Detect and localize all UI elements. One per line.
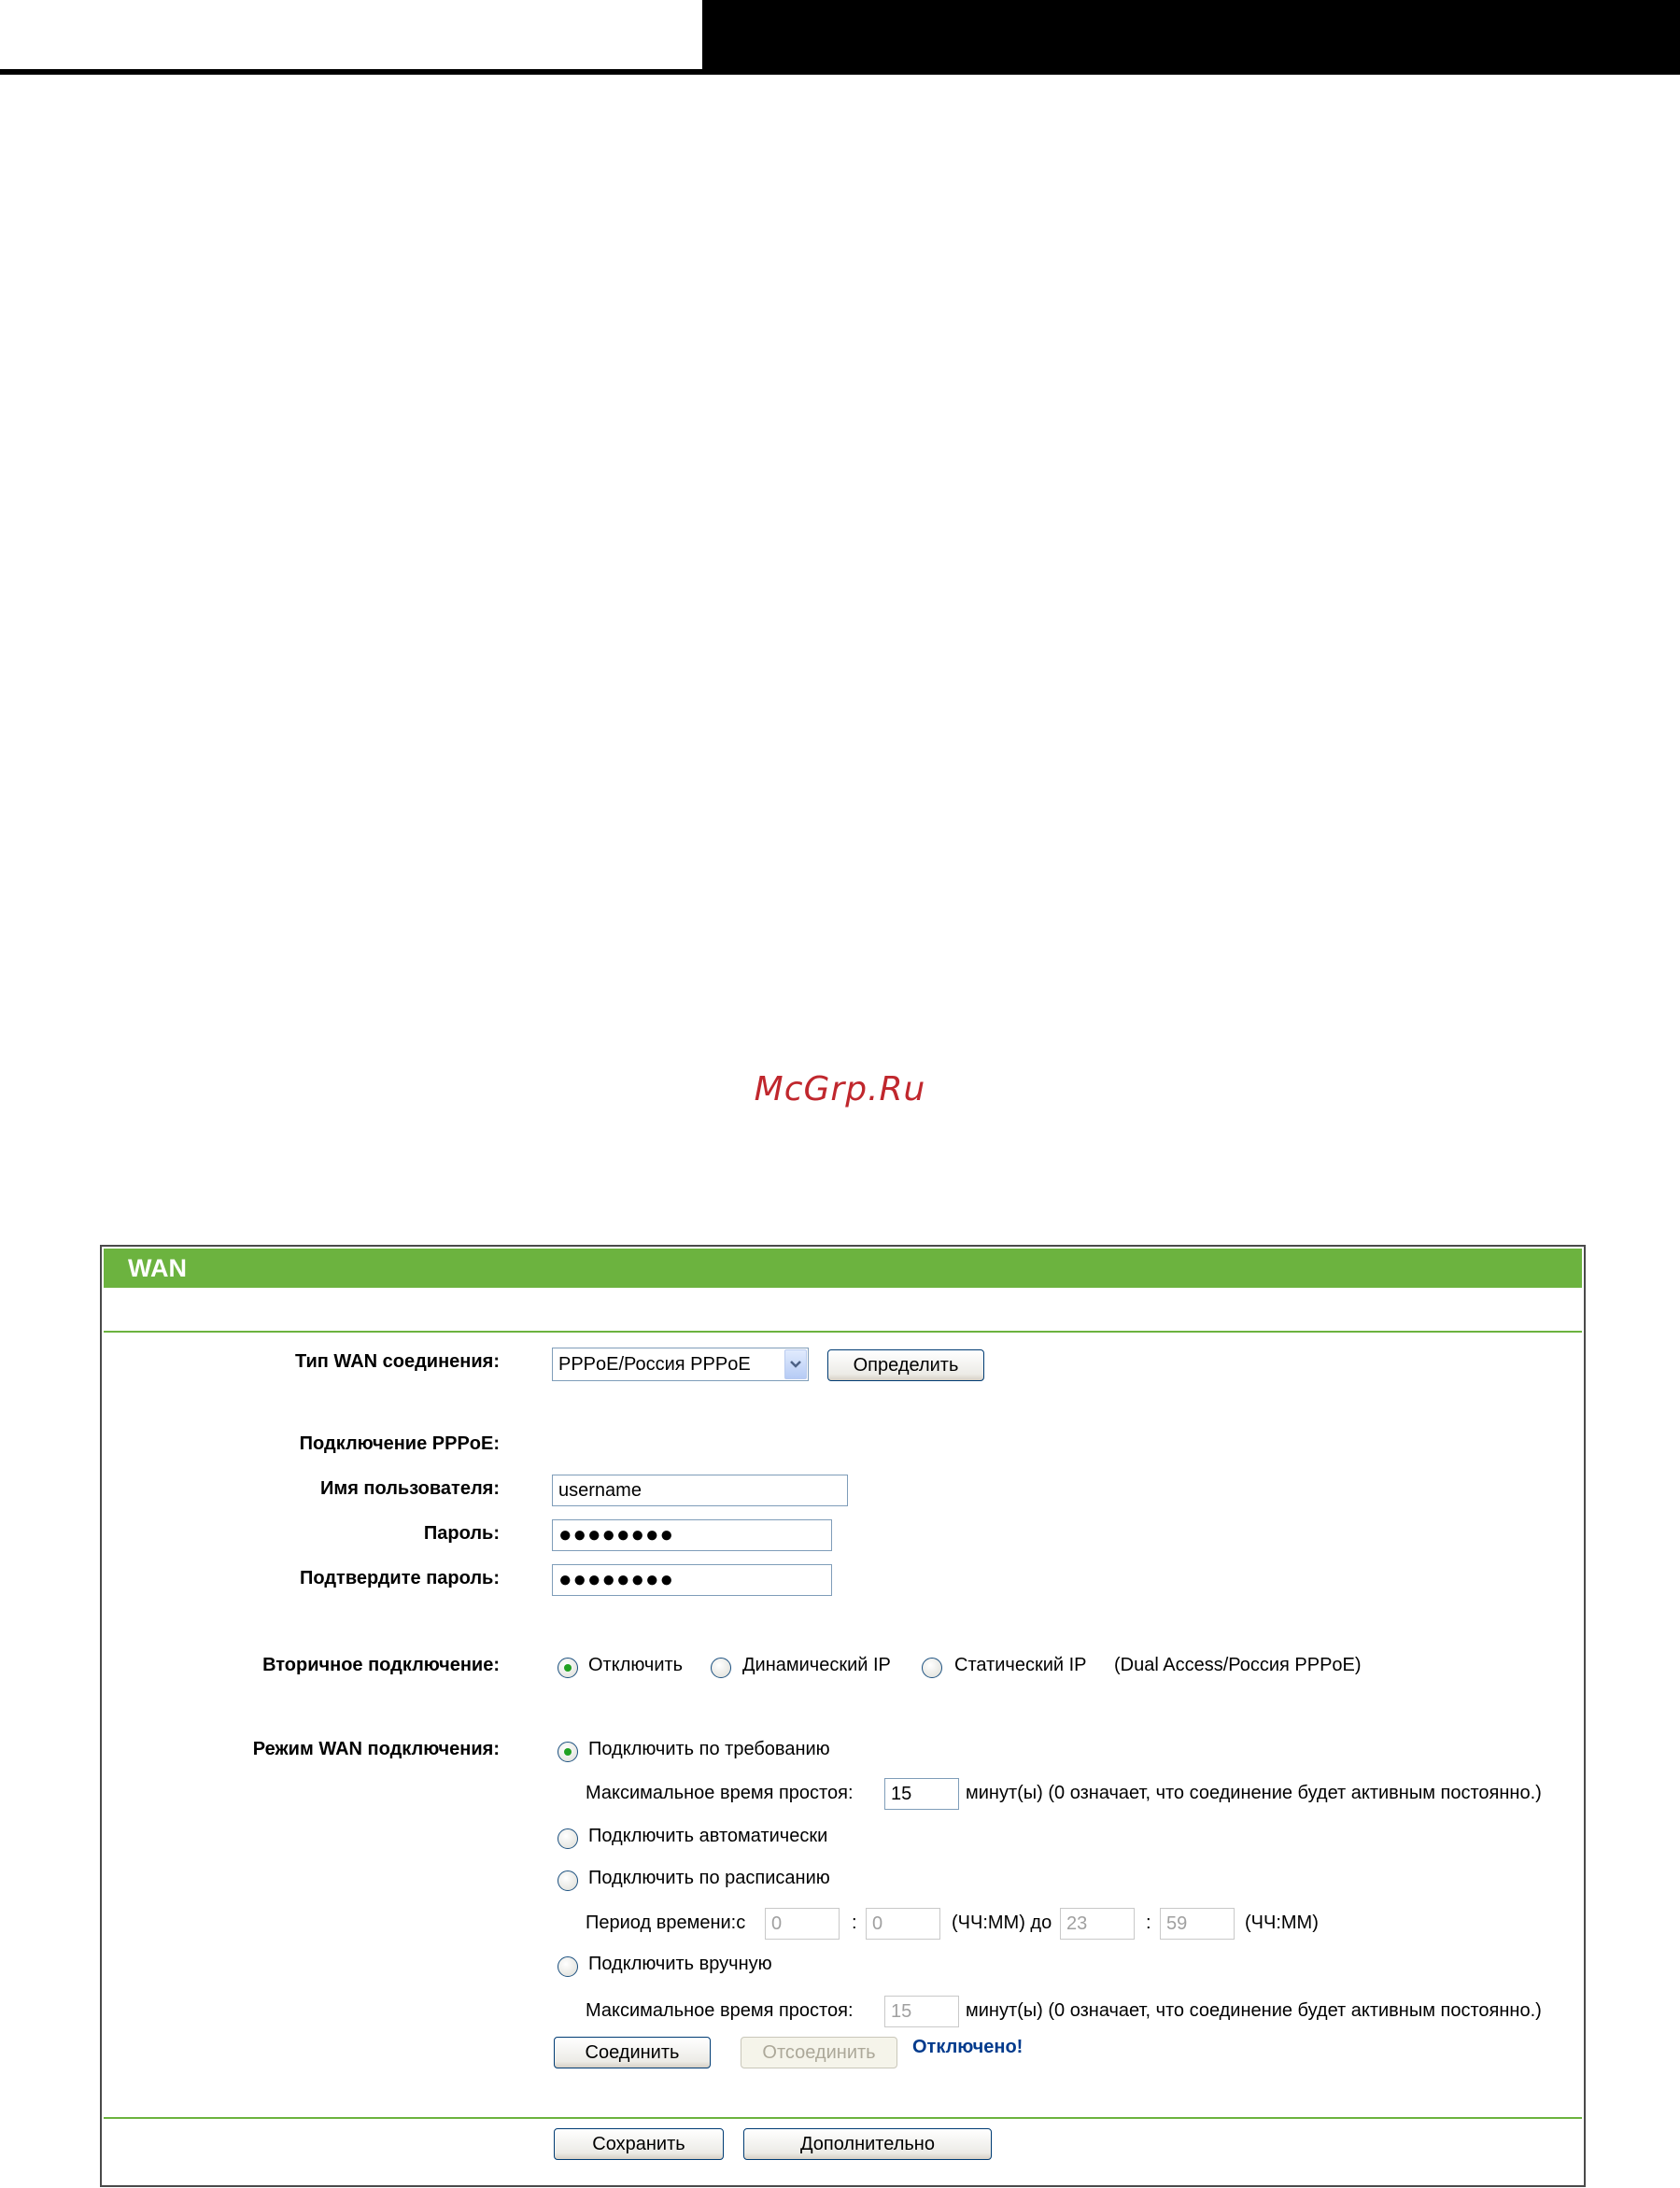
password-input[interactable] (552, 1519, 832, 1551)
watermark: McGrp.Ru (754, 1070, 926, 1108)
manual-idle-input[interactable] (884, 1996, 959, 2027)
max-idle-label: Максимальное время простоя: (586, 1783, 854, 1803)
secondary-dynamic-ip-radio[interactable] (711, 1658, 731, 1678)
period-end-minute-input[interactable] (1160, 1908, 1235, 1940)
bottom-divider (104, 2117, 1582, 2119)
wan-type-label: Тип WAN соединения: (295, 1351, 500, 1372)
period-hhmm: (ЧЧ:ММ) (1245, 1913, 1319, 1933)
top-divider (104, 1331, 1582, 1333)
period-start-colon: : (852, 1913, 857, 1933)
period-hhmm-to: (ЧЧ:ММ) до (952, 1913, 1052, 1933)
connection-status: Отключено! (912, 2037, 1024, 2057)
username-input[interactable] (552, 1475, 848, 1506)
wan-panel (100, 1245, 1586, 2187)
connect-button[interactable]: Соединить (554, 2037, 711, 2068)
password-label: Пароль: (423, 1523, 500, 1544)
period-end-hour-input[interactable] (1060, 1908, 1135, 1940)
chevron-down-icon[interactable] (784, 1349, 807, 1379)
period-end-colon: : (1146, 1913, 1151, 1933)
period-start-hour-input[interactable] (765, 1908, 840, 1940)
secondary-disable-radio[interactable] (558, 1658, 578, 1678)
confirm-password-label: Подтвердите пароль: (300, 1568, 500, 1588)
secondary-static-ip-radio[interactable] (922, 1658, 942, 1678)
save-button[interactable]: Сохранить (554, 2128, 724, 2160)
max-idle-note: минут(ы) (0 означает, что соединение будет активным постоянно.) (966, 1783, 1542, 1803)
secondary-note: (Dual Access/Россия PPPoE) (1114, 1655, 1362, 1675)
mode-auto-radio[interactable] (558, 1828, 578, 1849)
period-start-minute-input[interactable] (866, 1908, 940, 1940)
secondary-static-ip-label: Статический IP (954, 1655, 1087, 1675)
pppoe-section-label: Подключение PPPoE: (299, 1433, 500, 1454)
mode-scheduled-label: Подключить по расписанию (588, 1868, 830, 1888)
mode-manual-label: Подключить вручную (588, 1954, 772, 1974)
mode-on-demand-label: Подключить по требованию (588, 1739, 830, 1759)
disconnect-button[interactable]: Отсоединить (741, 2037, 897, 2068)
detect-button[interactable]: Определить (827, 1349, 984, 1381)
period-label: Период времени:с (586, 1913, 746, 1933)
username-label: Имя пользователя: (320, 1478, 500, 1499)
header-rule (0, 69, 710, 75)
wan-type-selected: PPPoE/Россия PPPoE (558, 1354, 751, 1375)
max-idle-input[interactable] (884, 1778, 959, 1810)
manual-idle-label: Максимальное время простоя: (586, 2000, 854, 2021)
wan-type-select[interactable] (552, 1348, 809, 1381)
secondary-dynamic-ip-label: Динамический IP (742, 1655, 891, 1675)
header-bar (702, 0, 1680, 75)
wan-mode-label: Режим WAN подключения: (252, 1739, 500, 1759)
mode-manual-radio[interactable] (558, 1956, 578, 1977)
secondary-disable-label: Отключить (588, 1655, 684, 1675)
secondary-connection-label: Вторичное подключение: (262, 1655, 500, 1675)
mode-scheduled-radio[interactable] (558, 1870, 578, 1891)
advanced-button[interactable]: Дополнительно (743, 2128, 992, 2160)
mode-auto-label: Подключить автоматически (588, 1826, 828, 1846)
confirm-password-input[interactable] (552, 1564, 832, 1596)
mode-on-demand-radio[interactable] (558, 1742, 578, 1762)
panel-title: WAN (104, 1249, 1582, 1288)
manual-idle-note: минут(ы) (0 означает, что соединение будет активным постоянно.) (966, 2000, 1542, 2021)
